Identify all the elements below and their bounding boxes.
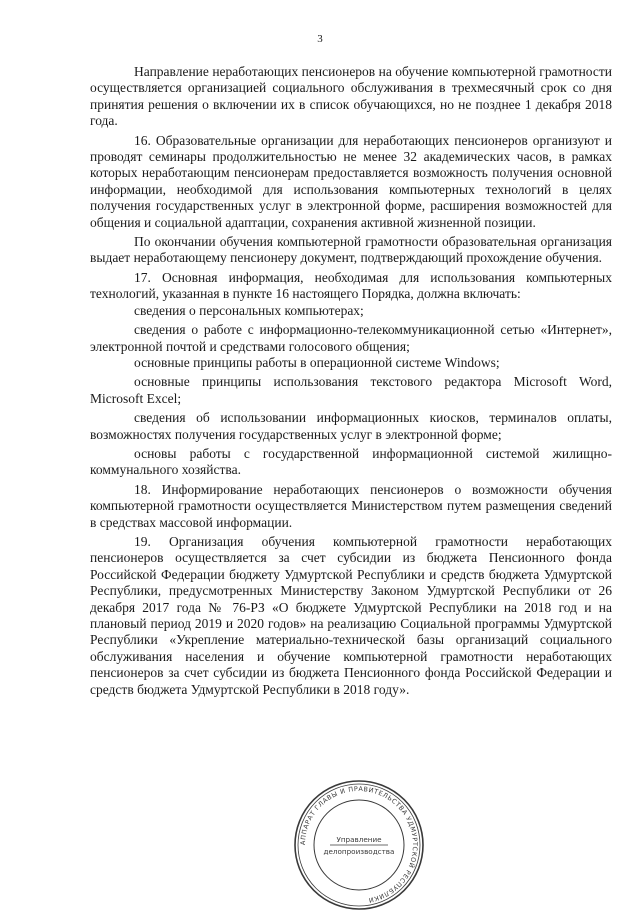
stamp-seal-icon [292,778,426,912]
stamp-ring-text: АППАРАТ ГЛАВЫ И ПРАВИТЕЛЬСТВА УДМУРТСКОЙ РЕСПУБЛИКИ [298,784,420,905]
paragraph-completion: По окончании обучения компьютерной грамотности образовательная организация выдает неработающему пенсионеру документ, подтверждающий прохождение обучения. [90,234,612,266]
paragraph-19: 19. Организация обучения компьютерной грамотности неработающих пенсионеров осуществляется за счет субсидии из бюджета Пенсионного фонда Российской Федерации бюджету Удмуртской Республики и средств бюджета Удмуртской Республики, предусмотренных Министерству Законом Удмуртской Республики от 26 декабря 2017 года № 76-РЗ «О бюджете Удмуртской Республики на 2018 год и на плановый период 2019 и 2020 годов» на реализацию Социальной программы Удмуртской Республики «Укрепление материально-технической базы организаций социального обслуживания населения и обучение компьютерной грамотности неработающих пенсионеров за счет субсидии из бюджета Пенсионного фонда Российской Федерации и средств бюджета Удмуртской Республики в 2018 году». [90,533,612,697]
list-item-kiosks: сведения об использовании информационных киосков, терминалов оплаты, возможностях получения государственных услуг в электронной форме; [90,410,612,442]
paragraph-18: 18. Информирование неработающих пенсионеров о возможности обучения компьютерной грамотности осуществляется Министерством путем размещения сведений в средствах массовой информации. [90,481,612,530]
stamp-inner-line1: Управление [336,835,382,844]
official-stamp [292,778,426,912]
document-body [90,64,612,698]
list-item-pc: сведения о персональных компьютерах; [134,302,364,318]
list-item-housing: основы работы с государственной информационной системой жилищно-коммунального хозяйства. [90,445,612,478]
paragraph-17: 17. Основная информация, необходимая для использования компьютерных технологий, указанная в пункте 16 настоящего Порядка, должна включать: [90,269,612,302]
list-item-internet: сведения о работе с информационно-телекоммуникационной сетью «Интернет», электронной почтой и средствами голосового общения; [90,322,612,354]
list-item-windows: основные принципы работы в операционной системе Windows; [134,354,500,370]
paragraph-referral: Направление неработающих пенсионеров на обучение компьютерной грамотности осуществляется организацией социального обслуживания в трехмесячный срок со дня принятия решения о включении их в список обучающихся, но не позднее 1 декабря 2018 года. [90,64,612,129]
paragraph-16: 16. Образовательные организации для неработающих пенсионеров организуют и проводят семинары продолжительностью не менее 32 академических часов, в рамках которых неработающим пенсионерам предоставляется возможность получения основной информации, необходимой для использования компьютерных технологий в целях получения государственных услуг в электронной форме, расширения возможностей для общения и социальной адаптации, сохранения активной жизненной позиции. [90,132,612,230]
page-number: 3 [317,33,323,45]
list-item-office: основные принципы использования текстового редактора Microsoft Word, Microsoft Excel; [90,374,612,406]
stamp-inner-line2: делопроизводства [323,847,395,856]
